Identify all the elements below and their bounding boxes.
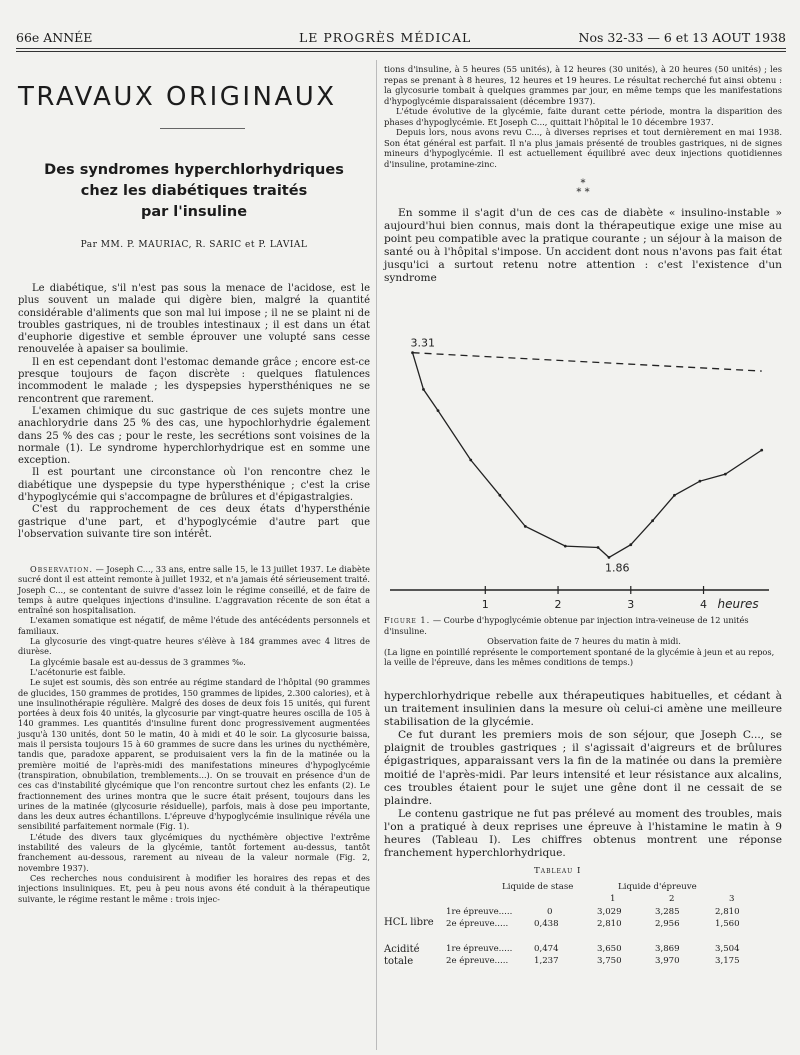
table-row-group: totale	[384, 956, 414, 967]
section-heading-block	[18, 82, 370, 112]
small-paragraph: Ces recherches nous conduisirent à modifier les horaires des repas et des injections insuliniques. Et, peu à peu nous avons été conduit à la thérapeutique suivante, le régime restant le même : trois injec-	[18, 872, 370, 904]
table-cell: 3,504	[715, 944, 740, 954]
small-paragraph: L'étude des divers taux glycémiques du nycthémère objective l'extrême instabilité des valeurs de la glycémie, tantôt fortement au-dessus, tantôt franchement au-dessous, rarement au niveau de la valeur normale (Fig. 2, novembre 1937).	[18, 831, 370, 873]
column-divider	[376, 60, 377, 1050]
section-stars: * * *	[576, 178, 590, 198]
table-cell: 0,438	[534, 919, 559, 929]
table-row-label: 2e épreuve.....	[446, 956, 509, 966]
observation-label: Observation.	[30, 564, 93, 574]
hypoglycemia-chart	[384, 320, 774, 615]
table-cell: 3,869	[655, 944, 680, 954]
header-issue: Nos 32-33 — 6 et 13 AOUT 1938	[578, 30, 786, 45]
header-year: 66e ANNÉE	[16, 30, 93, 45]
table-subheader: 2	[669, 894, 675, 904]
data-point	[469, 459, 472, 462]
table-1	[384, 866, 784, 976]
header-journal: LE PROGRÈS MÉDICAL	[299, 30, 472, 45]
table-row-group: Acidité	[384, 944, 420, 955]
section-title: TRAVAUX ORIGINAUX	[18, 82, 337, 112]
data-point	[673, 494, 676, 497]
left-body	[18, 283, 370, 541]
x-tick-label: 3	[627, 598, 635, 611]
table-cell: 0	[547, 907, 553, 917]
article-title-line-1: Des syndromes hyperchlorhydriques	[44, 162, 344, 178]
x-axis-label: heures	[717, 597, 759, 611]
table-title: Tableau I	[534, 866, 582, 876]
article-title-line-3: par l'insuline	[140, 204, 248, 220]
data-point	[498, 494, 501, 497]
table-cell: 1,237	[534, 956, 559, 966]
x-tick-label: 1	[481, 598, 489, 611]
paragraph: En somme il s'agit d'un de ces cas de diabète « insulino-instable » aujourd'hui bien connus, mais dont la thérapeutique exige une mise au point peu compatible avec la pratique courante ; un séjour à la maison de santé ou à l'hôpital s'impose. Un accident dont nous n'avons pas fait état jusqu'ici a surtout retenu notre attention : c'est l'existence d'un syndrome	[384, 207, 782, 285]
table-row-group: HCL libre	[384, 917, 434, 928]
table-cell: 1,560	[715, 919, 740, 929]
observation-text: — Joseph C..., 33 ans, entre salle 15, le 13 juillet 1937. Le diabète sucré dont il est atteint remonte à juillet 1932, et n'a jamais été sérieusement traité. Joseph C..., se contentant de suivre d'assez loin le régime conseillé, et de faire de temps à autre quelques injections d'insuline. L'aggravation récente de son état a entraîné son hospitalisation.	[18, 564, 370, 616]
running-header	[16, 30, 786, 48]
small-paragraph: tions d'insuline, à 5 heures (55 unités), à 12 heures (30 unités), à 20 heures (50 unités) ; les repas se prenant à 8 heures, 12 heures et 19 heures. Le résultat recherché fut ainsi obtenu : la glycosurie tombait à quelques grammes par jour, en même temps que les manifestations d'hypoglycémie disparaissaient (décembre 1937).	[384, 64, 782, 106]
table-row-label: 1re épreuve.....	[446, 907, 513, 917]
figure-caption-text: — Courbe d'hypoglycémie obtenue par injection intra-veineuse de 12 unités d'insuline.	[384, 615, 749, 636]
data-point	[597, 546, 600, 549]
annotation-min-value: 1.86	[604, 561, 630, 575]
data-point	[564, 545, 567, 548]
header-rule-2	[16, 51, 786, 52]
paragraph: hyperchlorhydrique rebelle aux thérapeutiques habituelles, et cédant à un traitement insulinien dans la mesure où celui-ci amène une meilleure stabilisation de la glycémie.	[384, 690, 782, 729]
small-paragraph: La glycosurie des vingt-quatre heures s'élève à 184 grammes avec 4 litres de diurèse.	[18, 636, 370, 657]
small-paragraph: La glycémie basale est au-dessus de 3 grammes ‰.	[30, 656, 246, 667]
table-row-label: 2e épreuve.....	[446, 919, 509, 929]
paragraph: Il est pourtant une circonstance où l'on rencontre chez le diabétique une dyspepsie du type hypersthénique ; c'est la crise d'hypoglycémie qui s'accompagne de brûlures et d'épigastralgies.	[18, 467, 370, 504]
table-cell: 2,810	[715, 907, 740, 917]
header-rule	[16, 48, 786, 49]
table-subheader: 3	[729, 894, 735, 904]
x-tick-label: 4	[700, 598, 708, 611]
paragraph: Il en est cependant dont l'estomac demande grâce ; encore est-ce presque toujours de façon discrète : quelques flatulences incommodent le malade ; les dyspepsies hypersthéniques ne se rencontrent que rarement.	[18, 356, 370, 405]
small-paragraph: Le sujet est soumis, dès son entrée au régime standard de l'hôpital (90 grammes de glucides, 150 grammes de protides, 150 grammes de lipides, 2.300 calories), et à une insulinothérapie régulière. Malgré des doses de deux fois 15 unités, qui furent portées à deux fois 40 unités, la glycosurie par vingt-quatre heures oscilla de 105 à 140 grammes. Les quantités d'insuline furent donc progressivement augmentées jusqu'à 130 unités, dont 50 le matin, 40 à midi et 40 le soir. La glycosurie baissa, mais il persista toujours 15 à 60 grammes de sucre dans les urines du nycthémère, tandis que, paradoxe apparent, se produisaient vers la fin de la matinée ou la première moitié de l'après-midi des manifestations mineures d'hypoglycémie (transpiration, obnubilation, tremblements...). On se trouvait en présence d'un de ces cas d'instabilité glycémique que l'on rencontre surtout chez les enfants (2). Le fractionnement des urines montra que le sucre était présent, toujours dans les urines de la matinée (glycosurie résiduelle), parfois, mais à dose peu importante, dans les deux autres échantillons. L'épreuve d'hypoglycémie insulinique révéla une sensibilité parfaitement normale (Fig. 1).	[18, 677, 370, 832]
article-title	[18, 160, 370, 250]
paragraph: L'examen chimique du suc gastrique de ces sujets montre une anachlorydrie dans 25 % des cas, une hypochlorhydrie également dans 25 % des cas ; pour le reste, les secrétions sont voisines de la normale (1). Le syndrome hyperchlorhydrique est en somme une exception.	[18, 405, 370, 467]
right-bottom-body	[384, 690, 782, 860]
table-header-epreuve: Liquide d'épreuve	[618, 882, 697, 892]
table-cell: 3,175	[715, 956, 740, 966]
observation-paragraph	[18, 564, 370, 615]
figure-caption-line-3: (La ligne en pointillé représente le comportement spontané de la glycémie à jeun et au repos, la veille de l'épreuve, dans les mêmes conditions de temps.)	[384, 646, 775, 667]
table-cell: 2,956	[655, 919, 680, 929]
figure-caption-line-2: Observation faite de 7 heures du matin à midi.	[487, 636, 681, 646]
article-title-line-2: chez les diabétiques traités	[80, 183, 308, 199]
table-cell: 3,285	[655, 907, 680, 917]
data-point	[724, 473, 727, 476]
table-header-stase: Liquide de stase	[502, 882, 574, 892]
observation-block	[18, 564, 370, 904]
baseline-series-line	[413, 353, 762, 371]
data-point	[760, 449, 763, 452]
right-top-body	[384, 64, 782, 286]
figure-caption	[384, 615, 784, 668]
table-subheader: 1	[610, 894, 616, 904]
data-point	[698, 480, 701, 483]
data-point	[437, 409, 440, 412]
small-paragraph: Depuis lors, nous avons revu C..., à diverses reprises et tout dernièrement en mai 1938. Son état général est parfait. Il n'a plus jamais présenté de troubles gastriques, ni de signes mineurs d'hypoglycémie. Il est actuellement équilibré avec deux injections quotidiennes d'insuline, protamine-zinc.	[384, 127, 782, 169]
paragraph: Le contenu gastrique ne fut pas prélevé au moment des troubles, mais l'on a pratiqué à deux reprises une épreuve à l'histamine le matin à 9 heures (Tableau I). Les chiffres obtenus montrent une réponse franchement hyperchlorhydrique.	[384, 807, 782, 860]
data-point	[608, 556, 611, 559]
figure-label: Figure 1.	[384, 615, 431, 625]
article-authors: Par MM. P. MAURIAC, R. SARIC et P. LAVIAL	[80, 240, 308, 250]
figure-caption-line-1	[384, 615, 784, 636]
table-cell: 3,970	[655, 956, 680, 966]
paragraph: C'est du rapprochement de ces deux états d'hypersthénie gastrique d'une part, et d'hypoglycémie d'autre part que l'observation suivante tire son intérêt.	[18, 504, 370, 540]
glycemia-series-line	[413, 353, 762, 558]
title-divider	[160, 128, 245, 129]
data-point	[524, 525, 527, 528]
paragraph: Le diabétique, s'il n'est pas sous la menace de l'acidose, est le plus souvent un malade qui digère bien, malgré la quantité considérable d'aliments que son mal lui impose ; il ne se plaint ni de troubles gastriques, ni de troubles intestinaux ; il est dans un état d'euphorie digestive et semble éprouver une volupté sans cesse renouvelée à apaiser sa boulimie.	[18, 283, 370, 356]
small-paragraph: L'examen somatique est négatif, de même l'étude des antécédents personnels et familiaux.	[18, 615, 370, 636]
table-cell: 2,810	[597, 919, 622, 929]
annotation-start-value: 3.31	[410, 336, 436, 350]
table-cell: 3,650	[597, 944, 622, 954]
table-row-label: 1re épreuve.....	[446, 944, 513, 954]
data-point	[422, 388, 425, 391]
small-paragraph: L'acétonurie est faible.	[30, 666, 126, 677]
table-cell: 3,029	[597, 907, 622, 917]
x-tick-label: 2	[554, 598, 562, 611]
data-point	[651, 519, 654, 522]
paragraph: Ce fut durant les premiers mois de son séjour, que Joseph C..., se plaignit de troubles gastriques ; il s'agissait d'aigreurs et de brûlures épigastriques, apparaissant vers la fin de la matinée ou dans la première moitié de l'après-midi. Par leurs intensité et leur résistance aux alcalins, ces troubles étaient pour le sujet une gêne dont il ne cessait de se plaindre.	[384, 729, 782, 807]
small-paragraph: L'étude évolutive de la glycémie, faite durant cette période, montra la disparition des phases d'hypoglycémie. Et Joseph C..., quittait l'hôpital le 10 décembre 1937.	[384, 106, 782, 127]
table-cell: 0,474	[534, 944, 559, 954]
table-cell: 3,750	[597, 956, 622, 966]
data-point	[629, 543, 632, 546]
